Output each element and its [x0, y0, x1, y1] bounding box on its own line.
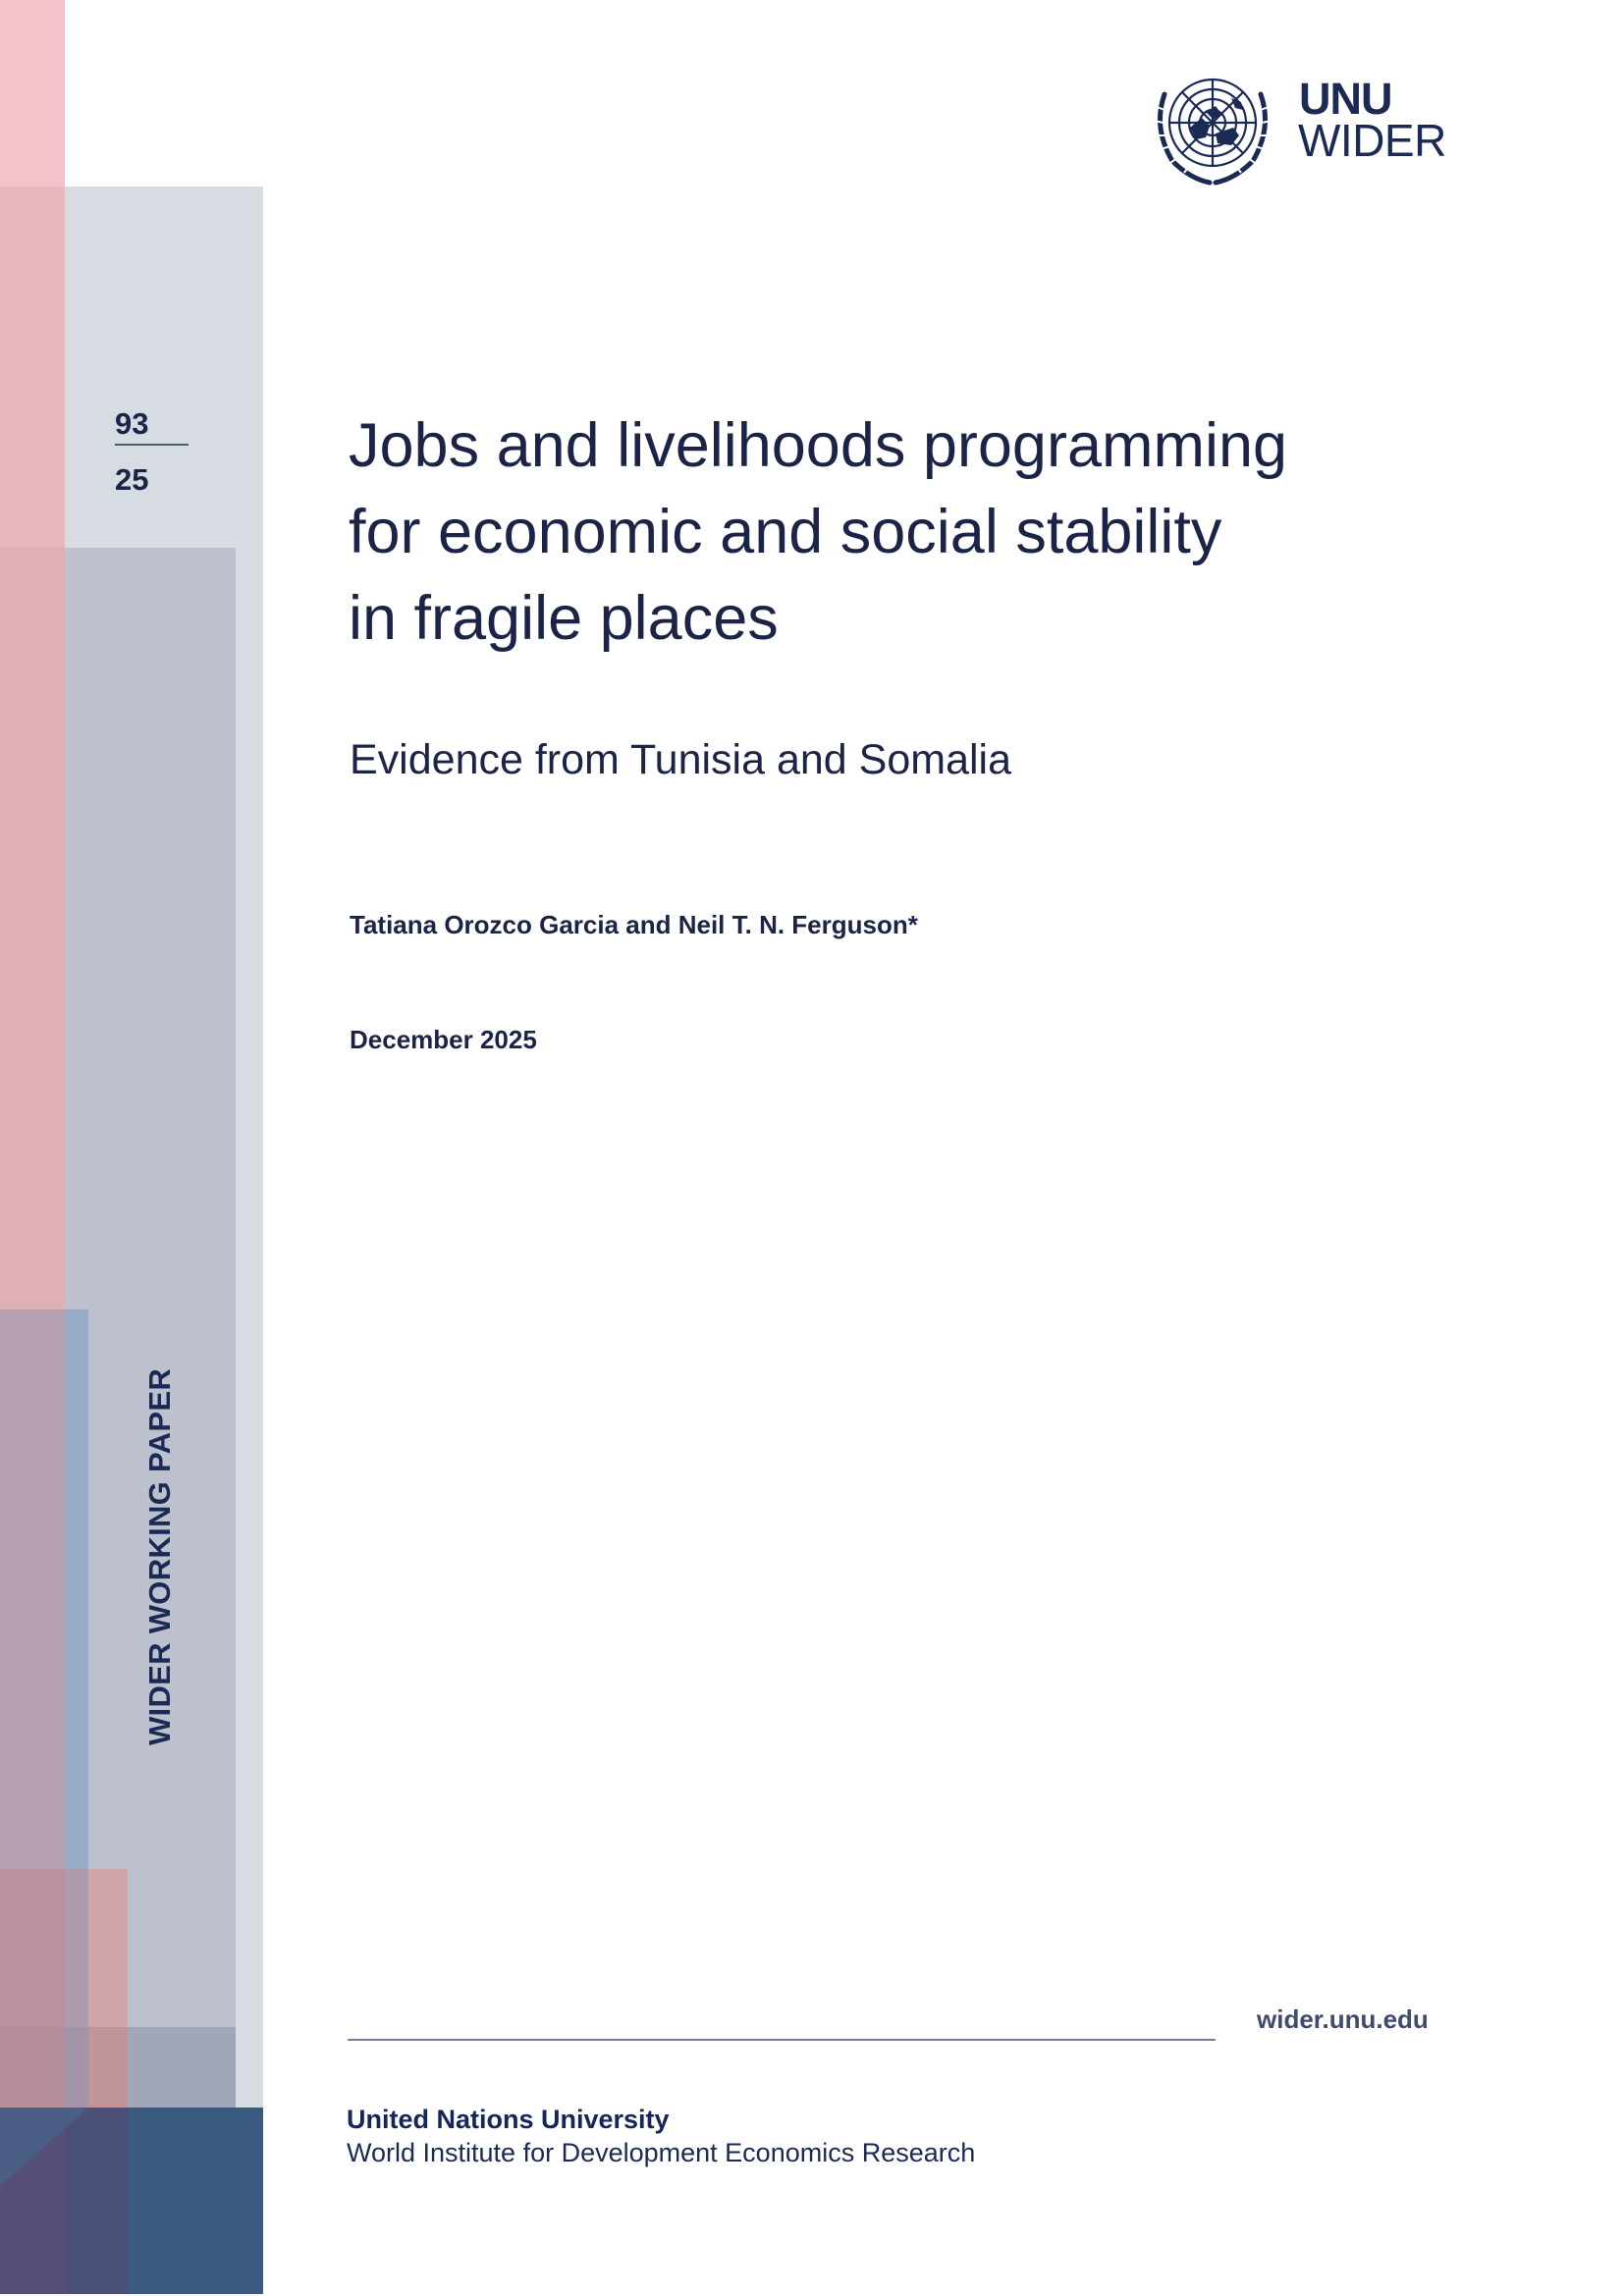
logo-text-wider: WIDER: [1298, 115, 1446, 166]
series-label: WIDER WORKING PAPER: [142, 1367, 177, 1745]
decorative-band-mauve: [0, 1309, 65, 1869]
un-emblem-icon: [1151, 77, 1278, 189]
footer-organization: United Nations University: [347, 2105, 670, 2134]
title-line: in fragile places: [349, 584, 779, 653]
website-link[interactable]: wider.unu.edu: [1257, 2004, 1429, 2034]
title-line: Jobs and livelihoods programming: [349, 411, 1288, 480]
authors: Tatiana Orozco Garcia and Neil T. N. Ferguson*: [350, 910, 918, 939]
publication-date: December 2025: [350, 1025, 537, 1054]
logo-text-unu: UNU: [1299, 74, 1392, 124]
decorative-band-rose-dark: [88, 2027, 128, 2108]
footer-divider: [348, 2039, 1216, 2041]
decorative-band-pink-mid: [0, 548, 65, 1313]
title-line: for economic and social stability: [349, 498, 1222, 566]
series-year: 25: [115, 462, 149, 497]
series-number-divider: [115, 444, 189, 446]
decorative-band-blue: [65, 1309, 88, 1869]
page-title: [349, 402, 1478, 662]
subtitle: Evidence from Tunisia and Somalia: [350, 736, 1012, 783]
decorative-band-rose-dark: [0, 2027, 65, 2108]
series-number: 93: [115, 406, 149, 441]
decorative-band-dark-gray: [128, 2027, 236, 2108]
footer-institute: World Institute for Development Economics Research: [347, 2138, 976, 2167]
decorative-band-rose-dark: [65, 2027, 88, 2108]
